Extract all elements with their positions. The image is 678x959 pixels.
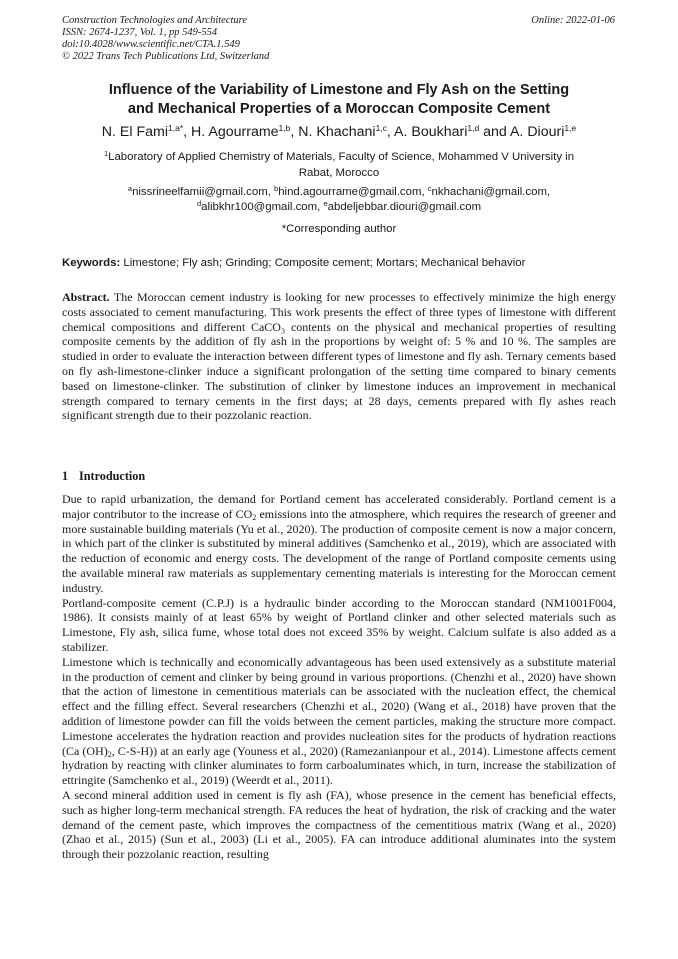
- title-line-2: and Mechanical Properties of a Moroccan Composite Cement: [127, 101, 551, 117]
- corresponding-author-note: *Corresponding author: [281, 223, 397, 235]
- paragraph-text: emissions into the atmosphere, which requires the research of greener and more sustainable building materials (Yu et al., 2020). The production of composite cement is now a major concern, in which part of the clinker is substituted by mineral additives (Samchenko et al., 2019), which are associated with the reduction of economic and energy costs. The development of the range of Portland composite cements using the available mineral raw materials as supplementary cementing materials is interesting for the Moroccan cement industry.: [62, 506, 616, 595]
- author-affil-mark: 1,a*: [168, 123, 184, 133]
- author-name: N. El Fami: [101, 124, 168, 140]
- section-number: 1: [62, 469, 69, 483]
- author-name: A. Diouri: [509, 124, 565, 140]
- section-heading: [62, 469, 145, 484]
- author-separator: ,: [183, 124, 192, 140]
- online-date: Online: 2022-01-06: [531, 15, 615, 26]
- abstract: [62, 290, 616, 423]
- paragraph-text: Due to rapid urbanization, the demand for Portland cement has accelerated considerably. Portland cement is a major contributor to the increase of CO: [62, 492, 616, 521]
- emails-line-1: [62, 185, 616, 200]
- journal-header: [62, 15, 269, 63]
- emails-line-2: [62, 200, 616, 215]
- paragraph-text: , C-S-H)) at an early age (Youness et al., 2020) (Ramezanianpour et al., 2014). Limestone affects cement hydration by reacting with clinker aluminates to form carboaluminates which, in turn, increase the stabilization of ettringite (Samchenko et al., 2019) (Weerdt et al., 2011).: [62, 743, 617, 788]
- email-link[interactable]: nissrineelfamii@gmail.com,: [132, 186, 271, 198]
- author-emails: [62, 185, 616, 215]
- affiliation-line-1: [62, 149, 616, 165]
- email-mark-a: a: [127, 184, 133, 193]
- affiliation-mark: 1: [103, 149, 109, 158]
- email-mark-c: c: [427, 184, 432, 193]
- email-mark-e: e: [323, 199, 328, 208]
- author-affil-mark: 1,c: [375, 123, 387, 133]
- email-mark-b: b: [274, 184, 279, 193]
- author-separator: and: [479, 124, 510, 140]
- paragraph: [62, 655, 616, 788]
- email-link[interactable]: nkhachani@gmail.com,: [431, 186, 551, 198]
- paragraph-text: Limestone which is technically and economically advantageous has been used extensively as a substitute material in the production of cement and clinker by being ground in various proportions. (Chenzhi et al., 2020) have shown that the action of limestone in cementitious materials can be associated with the nucleation effect, the chemical effect and the filling effect. Several researchers (Chenzhi et al., 2020) (Wang et al., 2018) have proven that the addition of limestone powder can fill the voids between the cement particles, making the structure more compact. Limestone accelerates the hydration reaction and provides nucleation sites for the products of hydration reactions (Ca (OH): [62, 654, 616, 758]
- subscript: 2: [252, 512, 257, 522]
- keywords-text: Limestone; Fly ash; Grinding; Composite cement; Mortars; Mechanical behavior: [120, 257, 526, 269]
- subscript: 2: [107, 749, 112, 759]
- keywords: [62, 256, 616, 271]
- email-link[interactable]: abdeljebbar.diouri@gmail.com: [327, 201, 482, 213]
- section-title: Introduction: [79, 469, 146, 483]
- author-name: H. Agourrame: [191, 124, 279, 140]
- author-affil-mark: 1,d: [467, 123, 480, 133]
- title-line-1: Influence of the Variability of Limestone and Fly Ash on the Setting: [108, 82, 570, 98]
- author-affil-mark: 1,e: [564, 123, 577, 133]
- issn-line: ISSN: 2674-1237, Vol. 1, pp 549-554: [62, 27, 218, 38]
- author-name: N. Khachani: [298, 124, 376, 140]
- journal-name: Construction Technologies and Architecture: [62, 15, 248, 26]
- affiliation: [62, 149, 616, 181]
- affiliation-text: Laboratory of Applied Chemistry of Materials, Faculty of Science, Mohammed V University in: [108, 151, 575, 163]
- body-text: [62, 492, 616, 862]
- author-list: [40, 123, 638, 141]
- email-link[interactable]: alibkhr100@gmail.com,: [201, 201, 321, 213]
- paper-title: [62, 81, 616, 119]
- affiliation-line-2: Rabat, Morocco: [298, 167, 380, 179]
- author-name: A. Boukhari: [394, 124, 468, 140]
- paragraph: Portland-composite cement (C.P.J) is a hydraulic binder according to the Moroccan standard (NM1001F004, 1986). It consists mainly of at least 65% by weight of Portland clinker and other selected materials such as Limestone, Fly ash, silica fume, whose total does not exceed 35% by weight. Calcium sulfate is also added as a stabilizer.: [62, 595, 616, 654]
- copyright-line: © 2022 Trans Tech Publications Ltd, Switzerland: [62, 51, 270, 62]
- paragraph: A second mineral addition used in cement is fly ash (FA), whose presence in the cement has beneficial effects, such as higher long-term mechanical strength. FA reduces the heat of hydration, the risk of cracking and the water demand of the cement paste, which improves the compactness of the cementitious matrix (Wang et al., 2020) (Zhao et al., 2015) (Sun et al., 2003) (Li et al., 2005). FA can introduce additional aluminates into the system through their pozzolanic reaction, resulting: [62, 787, 616, 862]
- author-affil-mark: 1,b: [278, 123, 291, 133]
- abstract-label: Abstract.: [62, 290, 110, 304]
- abstract-text: The Moroccan cement industry is looking for new processes to effectively minimize the high energy costs associated to cement manufacturing. This work presents the effect of three types of limestone with different chemical compositions and different CaCO₃ contents on the physical and mechanical properties of resulting composite cements by the addition of fly ash in the proportions by weight of: 5 % and 10 %. The samples are studied in order to evaluate the interaction between different types of limestone and fly ash. Ternary cements based on fly ash-limestone-clinker induce a significant prolongation of the setting time compared to binary cements based on limestone-clinker. The substitution of clinker by limestone induces an improvement in mechanical strength compared to ternary cements in the first days; at 28 days, cements prepared with fly ashes reach significant strength due to their pozzolanic reaction.: [62, 290, 616, 423]
- author-separator: ,: [386, 124, 395, 140]
- paragraph: [62, 492, 616, 596]
- email-mark-d: d: [196, 199, 202, 208]
- keywords-label: Keywords:: [62, 257, 121, 269]
- email-link[interactable]: hind.agourrame@gmail.com,: [278, 186, 425, 198]
- author-separator: ,: [290, 124, 299, 140]
- doi-line: doi:10.4028/www.scientific.net/CTA.1.549: [62, 39, 240, 50]
